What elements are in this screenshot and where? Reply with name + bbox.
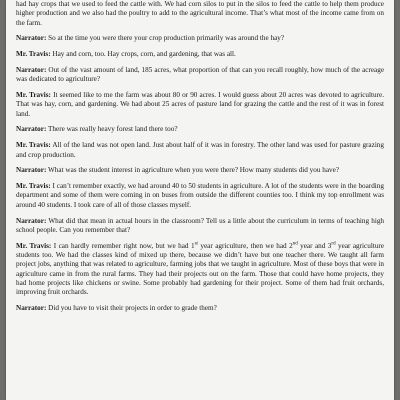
paragraph-text: It seemed like to me the farm was about 80 or 90 acres. I would guess about 20 acres was devoted to agriculture. That was hay, corn, and gardening. We had about 25 acres of pasture land for grazing the cattle and the rest of it was in forest land. (16, 91, 384, 118)
speaker-label: Mr. Travis (16, 241, 49, 250)
ordinal-suffix: nd (292, 241, 298, 247)
speaker-label: Mr. Travis (16, 182, 49, 191)
speaker-label: Mr. Travis (16, 50, 49, 59)
paragraph-text: Did you have to visit their projects in order to grade them? (48, 303, 217, 312)
speaker-label: Narrator (16, 125, 44, 134)
paragraph-text: had hay crops that we used to feed the cattle with. We had corn silos to put in the silos to feed the cattle to help them produce higher production and we also had the poultry to add to the agricultural income. That’s what most of the income came from on the farm. (16, 0, 384, 27)
paragraph-text: What did that mean in actual hours in the classroom? Tell us a little about the curriculum in terms of teaching high school people. Can you remember that? (16, 216, 385, 234)
paragraph: Mr. Travis: Hay and corn, too. Hay crops, corn, and gardening, that was all. (16, 50, 236, 59)
paragraph: Mr. Travis: All of the land was not open land. Just about half of it was in forestry. The other land was used for pasture grazing and crop production. (16, 141, 384, 159)
paragraph-text-part: year agriculture, then we had 2 (197, 241, 293, 250)
paragraph: Mr. Travis: I can hardly remember right now, but we had 1st year agriculture, then we had 2nd year and 3rd year agriculture students too. We had the classes kind of mixed up there, because we didn’t have but one teacher there. We taught all farm project jobs, anything that was related to agriculture, farming jobs that we taught in agriculture. Most of these boys that were in agriculture came in from the rural farms. They had their projects out on the farm. Those that could have home projects, they had home projects like chickens or swine. Some probably had gardening for their project. Some of them had fruit orchards, improving fruit orchards. (16, 241, 384, 297)
paragraph-text: I can’t remember exactly, we had around 40 to 50 students in agriculture. A lot of the students were in the boarding department and some of them were coming in on buses from outside the different counties too. I think my top enrollment was around 40 students. I took care of all of those classes myself. (16, 182, 384, 209)
paragraph: Narrator: What was the student interest in agriculture when you were there? How many students did you have? (16, 166, 340, 175)
document-page (6, 0, 394, 400)
paragraph-text: All of the land was not open land. Just about half of it was in forestry. The other land was used for pasture grazing and crop production. (16, 141, 384, 159)
paragraph (16, 0, 384, 28)
paragraph-text-part: year agriculture students too. We had the classes kind of mixed up there, because we didn’t have but one teacher there. We taught all farm project jobs, anything that was related to agriculture, farming jobs that we taught in agriculture. Most of these boys that were in agriculture came in from the rural farms. They had their projects out on the farm. Those that could have home projects, they had home projects like chickens or swine. Some probably had gardening for their project. Some of them had fruit orchards, improving fruit orchards. (16, 241, 384, 297)
speaker-label: Narrator (16, 34, 44, 43)
speaker-label: Narrator (16, 65, 44, 74)
paragraph: Narrator: So at the time you were there your crop production primarily was around the hay? (16, 34, 285, 43)
paragraph-text: There was really heavy forest land there too? (48, 125, 178, 134)
speaker-label: Mr. Travis (16, 141, 49, 150)
paragraph: Narrator: Did you have to visit their projects in order to grade them? (16, 303, 217, 312)
paragraph-text-part: year and 3 (297, 241, 332, 250)
transcript-body (16, 0, 384, 320)
paragraph-text: So at the time you were there your crop production primarily was around the hay? (48, 34, 285, 43)
speaker-label: Narrator (16, 166, 44, 175)
paragraph: Narrator: Out of the vast amount of land, 185 acres, what proportion of that can you recall roughly, how much of the acreage was dedicated to agriculture? (16, 65, 385, 84)
paragraph: Narrator: There was really heavy forest land there too? (16, 125, 178, 134)
ordinal-suffix: rd (331, 241, 336, 247)
paragraph: Mr. Travis: It seemed like to me the farm was about 80 or 90 acres. I would guess about 20 acres was devoted to agriculture. That was hay, corn, and gardening. We had about 25 acres of pasture land for grazing the cattle and the rest of it was in forest land. (16, 91, 384, 118)
speaker-label: Narrator (16, 303, 44, 312)
speaker-label: Narrator (16, 216, 44, 225)
paragraph: Narrator: What did that mean in actual hours in the classroom? Tell us a little about the curriculum in terms of teaching high school people. Can you remember that? (16, 216, 385, 234)
paragraph-text: What was the student interest in agriculture when you were there? How many students did you have? (48, 166, 340, 175)
paragraph-text: Hay and corn, too. Hay crops, corn, and gardening, that was all. (52, 50, 236, 59)
paragraph-text-part: I can hardly remember right now, but we had 1 (53, 241, 195, 250)
ordinal-suffix: st (194, 241, 198, 247)
paragraph-text: Out of the vast amount of land, 185 acres, what proportion of that can you recall roughly, how much of the acreage was dedicated to agriculture? (16, 65, 385, 84)
speaker-label: Mr. Travis (16, 91, 49, 100)
paragraph: Mr. Travis: I can’t remember exactly, we had around 40 to 50 students in agriculture. A lot of the students were in the boarding department and some of them were coming in on buses from outside the different counties too. I think my top enrollment was around 40 students. I took care of all of those classes myself. (16, 182, 384, 209)
